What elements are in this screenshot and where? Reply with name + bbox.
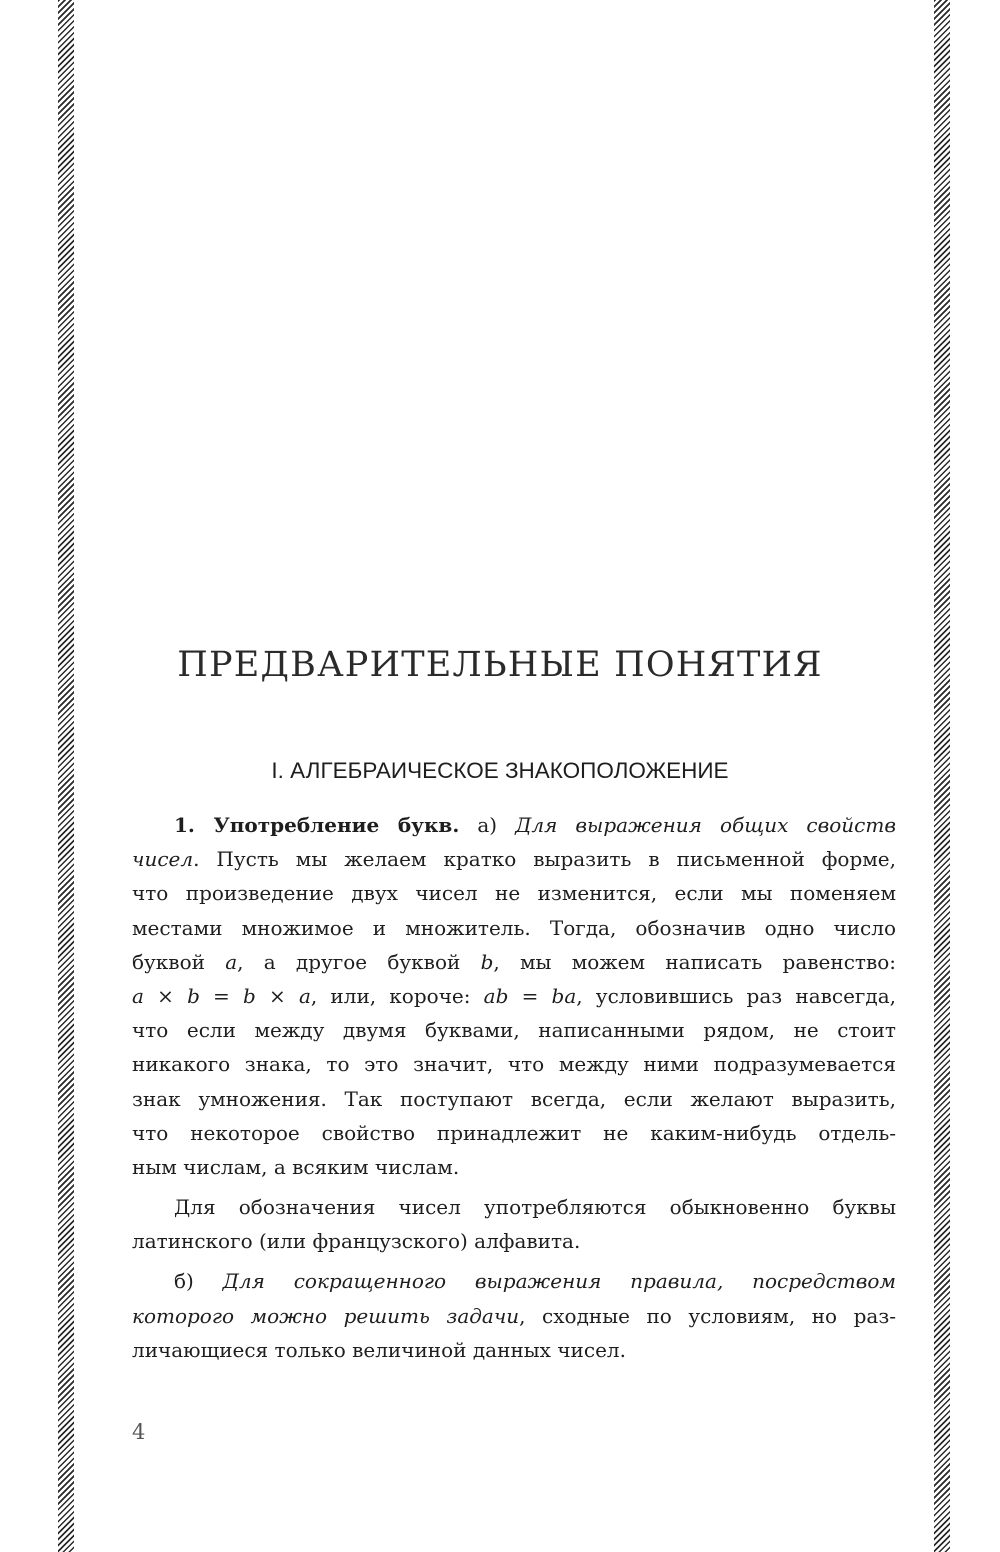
section-title: I. АЛГЕБРАИЧЕСКОЕ ЗНАКОПОЛОЖЕНИЕ: [271, 758, 729, 783]
text-line: которого можно решить задачи, сходные по условиям, но раз-: [132, 1303, 896, 1328]
text-line: местами множимое и множитель. Тогда, обозначив одно число: [132, 915, 896, 940]
text-line: никакого знака, то это значит, что между ними подразумевается: [132, 1052, 896, 1077]
text-line: буквой a, а другое буквой b, мы можем написать равенство:: [132, 949, 897, 974]
text-line: чисел. Пусть мы желаем кратко выразить в письменной форме,: [132, 847, 896, 872]
text-line: б) Для сокращенного выражения правила, посредством: [174, 1269, 897, 1294]
text-line: латинского (или французского) алфавита.: [132, 1229, 581, 1254]
text-line: a × b = b × a, или, короче: ab = ba, условившись раз навсегда,: [132, 983, 896, 1008]
page-number: 4: [132, 1420, 146, 1444]
text-line: Для обозначения чисел употребляются обыкновенно буквы: [174, 1195, 896, 1220]
text-line: ным числам, а всяким числам.: [132, 1154, 460, 1179]
text-line: знак умножения. Так поступают всегда, если желают выразить,: [132, 1086, 896, 1111]
text-line: что некоторое свойство принадлежит не каким-нибудь отдель-: [132, 1120, 896, 1145]
chapter-title: ПРЕДВАРИТЕЛЬНЫЕ ПОНЯТИЯ: [177, 645, 823, 685]
text-line: 1. Употребление букв. а) Для выражения общих свойств: [174, 813, 896, 837]
text-line: что если между двумя буквами, написанными рядом, не стоит: [132, 1018, 896, 1043]
text-line: что произведение двух чисел не изменится, если мы поменяем: [132, 881, 896, 906]
body-text: [132, 808, 896, 1367]
text-line: личающиеся только величиной данных чисел.: [132, 1337, 626, 1362]
